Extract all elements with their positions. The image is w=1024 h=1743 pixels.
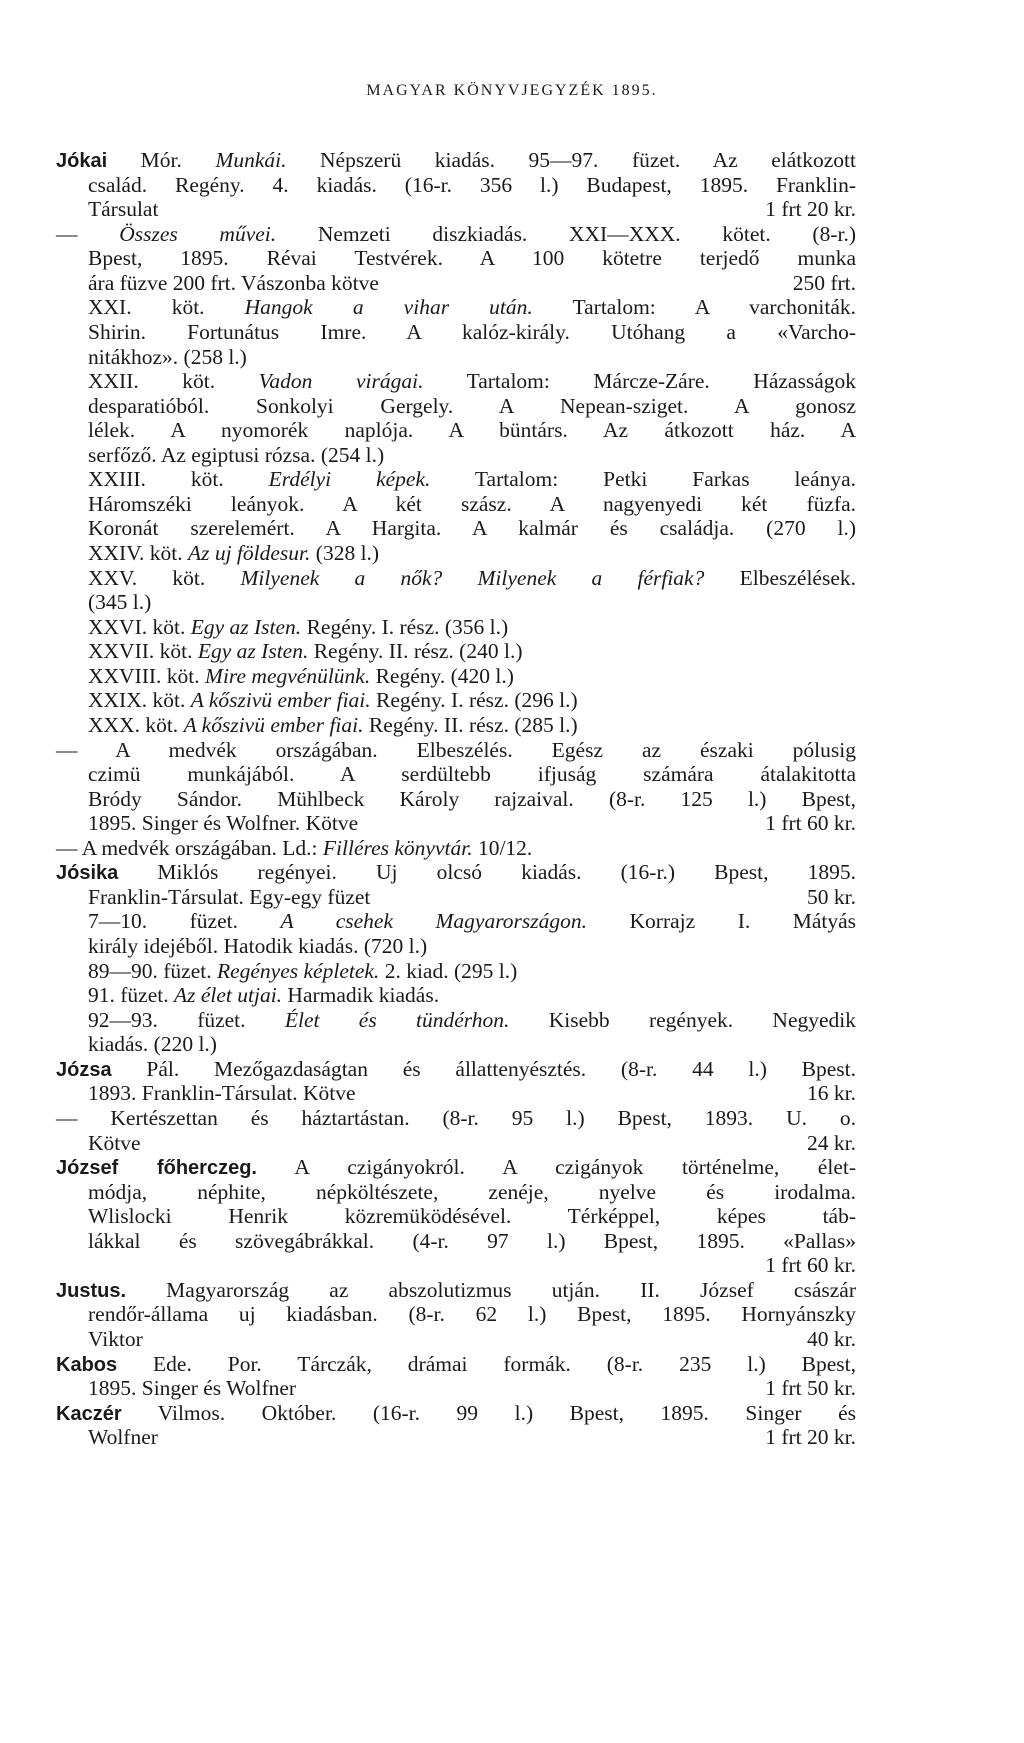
book-title: Egy az Isten. — [197, 639, 309, 664]
book-title: Filléres könyvtár. — [322, 835, 473, 860]
line-text: 1893. Franklin-Társulat. Kötve — [88, 1081, 356, 1106]
catalog-line — [56, 271, 856, 296]
catalog-line — [56, 1278, 856, 1303]
line-text: Korrajz I. Mátyás — [587, 909, 857, 934]
line-text: 7—10. füzet. — [88, 909, 281, 934]
line-text: 92—93. füzet. — [88, 1007, 285, 1032]
line-text: serfőző. Az egiptusi rózsa. (254 l.) — [88, 442, 385, 467]
catalog-line — [56, 345, 856, 370]
catalog-line — [56, 369, 856, 394]
catalog-line — [56, 1253, 856, 1278]
line-text: XXVII. köt. — [88, 639, 198, 664]
price: 50 kr. — [807, 884, 856, 909]
catalog-line — [56, 983, 856, 1008]
line-text: Magyarország az abszolutizmus utján. II. József császár — [126, 1277, 856, 1302]
book-title: Vadon virágai. — [258, 369, 424, 394]
author-name: József főherczeg. — [56, 1157, 257, 1180]
line-text: Társulat — [88, 197, 159, 222]
line-text: család. Regény. 4. kiadás. (16-r. 356 l.) Budapest, 1895. Franklin- — [88, 172, 856, 197]
line-text: A czigányokról. A czigányok történelme, élet- — [257, 1155, 856, 1180]
catalog-line — [56, 418, 856, 443]
price: 1 frt 60 kr. — [765, 1253, 856, 1278]
catalog-line — [56, 516, 856, 541]
line-text: Regény. I. rész. (356 l.) — [301, 614, 509, 639]
catalog-line — [56, 959, 856, 984]
author-name: Jósika — [56, 862, 119, 885]
line-text: Bpest, 1895. Révai Testvérek. A 100 kötetre terjedő munka — [88, 246, 856, 271]
line-text: XXVI. köt. — [88, 614, 191, 639]
line-text: 89—90. füzet. — [88, 958, 217, 983]
catalog-line — [56, 639, 856, 664]
line-text: Viktor — [88, 1327, 143, 1351]
line-text: Kötve — [88, 1130, 141, 1155]
line-text: ára füzve 200 frt. Vászonba kötve — [88, 270, 379, 295]
catalog-line — [56, 222, 856, 247]
line-text: rendőr-állama uj kiadásban. (8-r. 62 l.) Bpest, 1895. Hornyánszky — [88, 1302, 856, 1327]
line-text: XXIX. köt. — [88, 688, 191, 713]
catalog-line — [56, 1155, 856, 1180]
line-text: XXV. köt. — [88, 565, 241, 590]
line-text: lákkal és szövegábrákkal. (4-r. 97 l.) Bpest, 1895. «Pallas» — [88, 1228, 856, 1253]
book-title: A kőszivü ember fiai. — [190, 688, 371, 713]
line-text: Miklós regényei. Uj olcsó kiadás. (16-r.) Bpest, 1895. — [118, 860, 856, 885]
catalog-line — [56, 1180, 856, 1205]
line-text: Harmadik kiadás. — [282, 983, 440, 1008]
catalog-entries — [56, 148, 856, 1450]
line-text: lélek. A nyomorék naplója. A büntárs. Az átkozott ház. A — [88, 418, 856, 443]
running-header: MAGYAR KÖNYVJEGYZÉK 1895. — [366, 82, 658, 99]
catalog-line — [56, 1352, 856, 1377]
catalog-line — [56, 934, 856, 959]
line-text: Pál. Mezőgazdaságtan és állattenyésztés. (8-r. 44 l.) Bpest. — [111, 1056, 856, 1081]
catalog-line — [56, 590, 856, 615]
line-text: XXI. köt. — [88, 295, 245, 320]
line-text: módja, néphite, népköltészete, zenéje, nyelve és irodalma. — [88, 1179, 856, 1204]
line-text: Koronát szerelemért. A Hargita. A kalmár és családja. (270 l.) — [88, 516, 856, 541]
price: 1 frt 50 kr. — [765, 1376, 856, 1401]
catalog-line — [56, 1229, 856, 1254]
line-text: Regény. II. rész. (285 l.) — [363, 712, 578, 737]
line-text: XXII. köt. — [88, 369, 259, 394]
book-title: Egy az Isten. — [190, 614, 302, 639]
line-text: kiadás. (220 l.) — [88, 1032, 217, 1057]
book-title: Mire megvénülünk. — [205, 663, 371, 688]
catalog-line — [56, 615, 856, 640]
line-text: Bródy Sándor. Mühlbeck Károly rajzaival. (8-r. 125 l.) Bpest, — [88, 786, 856, 811]
line-text: XXIV. köt. — [88, 541, 188, 565]
price: 40 kr. — [807, 1327, 856, 1351]
catalog-line — [56, 467, 856, 492]
catalog-line — [56, 295, 856, 320]
line-text: XXX. köt. — [88, 712, 184, 737]
author-name: Jókai — [56, 150, 108, 172]
catalog-line — [56, 836, 856, 861]
catalog-line — [56, 1081, 856, 1106]
book-title: A kőszivü ember fiai. — [183, 712, 364, 737]
line-text: XXIII. köt. — [88, 467, 269, 492]
book-title: A csehek Magyarországon. — [280, 909, 588, 934]
line-text: Vilmos. Október. (16-r. 99 l.) Bpest, 1895. Singer és — [121, 1400, 856, 1425]
catalog-line — [56, 541, 856, 566]
book-title: Összes művei. — [119, 221, 277, 246]
line-text: Mór. — [107, 148, 216, 172]
catalog-line — [56, 713, 856, 738]
catalog-line — [56, 738, 856, 763]
author-name: Józsa — [56, 1058, 112, 1081]
line-text: Tartalom: Márcze-Záre. Házasságok — [423, 369, 856, 394]
catalog-line — [56, 1032, 856, 1057]
line-text: — A medvék országában. Elbeszélés. Egész az északi pólusig — [56, 737, 856, 762]
line-text: Shirin. Fortunátus Imre. A kalóz-király. Utóhang a «Varcho- — [88, 319, 856, 344]
catalog-line — [56, 320, 856, 345]
catalog-line — [56, 664, 856, 689]
line-text: Wlislocki Henrik közremüködésével. Térképpel, képes táb- — [88, 1204, 856, 1229]
line-text: Népszerü kiadás. 95—97. füzet. Az elátkozott — [286, 148, 857, 172]
line-text: 2. kiad. (295 l.) — [379, 958, 518, 983]
line-text: Elbeszélések. — [704, 565, 856, 590]
catalog-line — [56, 1204, 856, 1229]
book-title: Élet és tündérhon. — [284, 1007, 510, 1032]
line-text: Franklin-Társulat. Egy-egy füzet — [88, 884, 371, 909]
line-text: (345 l.) — [88, 590, 152, 615]
catalog-line — [56, 885, 856, 910]
catalog-line — [56, 909, 856, 934]
catalog-line — [56, 394, 856, 419]
author-name: Kaczér — [56, 1402, 122, 1425]
book-title: Az élet utjai. — [173, 983, 283, 1008]
catalog-line — [56, 1401, 856, 1426]
catalog-line — [56, 1057, 856, 1082]
catalog-line — [56, 1302, 856, 1327]
line-text: — Kertészettan és háztartástan. (8-r. 95 l.) Bpest, 1893. U. o. — [56, 1105, 856, 1130]
book-title: Hangok a vihar után. — [244, 295, 533, 320]
line-text: Kisebb regények. Negyedik — [509, 1007, 857, 1032]
catalog-line — [56, 566, 856, 591]
price: 1 frt 20 kr. — [765, 1425, 856, 1450]
book-title: Munkái. — [215, 148, 287, 172]
catalog-line — [56, 173, 856, 198]
book-title: Az uj földesur. — [187, 541, 311, 565]
book-title: Regényes képletek. — [216, 958, 380, 983]
catalog-line — [56, 1106, 856, 1131]
catalog-line — [56, 443, 856, 468]
line-text: — A medvék országában. Ld.: — [56, 835, 323, 860]
catalog-line — [56, 688, 856, 713]
catalog-line — [56, 148, 856, 173]
line-text: XXVIII. köt. — [88, 663, 206, 688]
author-name: Kabos — [56, 1353, 118, 1376]
line-text: 10/12. — [472, 835, 533, 860]
author-name: Justus. — [56, 1279, 127, 1302]
catalog-line — [56, 1131, 856, 1156]
line-text: Tartalom: A varchoniták. — [532, 295, 856, 320]
line-text: czimü munkájából. A serdültebb ifjuság számára átalakitotta — [88, 762, 856, 787]
line-text: Wolfner — [88, 1425, 158, 1450]
catalog-line — [56, 1425, 856, 1450]
book-title: Milyenek a nők? Milyenek a férfiak? — [240, 565, 705, 590]
price: 24 kr. — [807, 1130, 856, 1155]
catalog-line — [56, 787, 856, 812]
catalog-line — [56, 1376, 856, 1401]
book-title: Erdélyi képek. — [268, 467, 431, 492]
catalog-line — [56, 860, 856, 885]
catalog-line — [56, 492, 856, 517]
line-text: Regény. (420 l.) — [370, 663, 514, 688]
line-text: 91. füzet. — [88, 983, 174, 1008]
line-text: desparatióból. Sonkolyi Gergely. A Nepean-sziget. A gonosz — [88, 393, 856, 418]
price: 1 frt 20 kr. — [765, 197, 856, 222]
line-text: (328 l.) — [310, 541, 380, 565]
line-text: 1895. Singer és Wolfner — [88, 1376, 297, 1401]
catalog-line — [56, 762, 856, 787]
catalog-line — [56, 197, 856, 222]
line-text: 1895. Singer és Wolfner. Kötve — [88, 811, 359, 836]
price: 250 frt. — [792, 270, 856, 295]
line-text: — — [56, 221, 120, 246]
line-text: Regény. II. rész. (240 l.) — [308, 639, 523, 664]
line-text: Nemzeti diszkiadás. XXI—XXX. kötet. (8-r.) — [276, 221, 857, 246]
catalog-line — [56, 246, 856, 271]
catalog-line — [56, 1327, 856, 1352]
line-text: Ede. Por. Tárczák, drámai formák. (8-r. 235 l.) Bpest, — [117, 1351, 856, 1376]
line-text: nitákhoz». (258 l.) — [88, 344, 247, 369]
line-text: király idejéből. Hatodik kiadás. (720 l.) — [88, 934, 428, 958]
line-text: Regény. I. rész. (296 l.) — [370, 688, 578, 713]
catalog-line — [56, 1008, 856, 1033]
price: 1 frt 60 kr. — [765, 811, 856, 836]
catalog-line — [56, 811, 856, 836]
line-text: Tartalom: Petki Farkas leánya. — [430, 467, 857, 492]
line-text: Háromszéki leányok. A két szász. A nagyenyedi két füzfa. — [88, 491, 856, 516]
price: 16 kr. — [807, 1081, 856, 1106]
